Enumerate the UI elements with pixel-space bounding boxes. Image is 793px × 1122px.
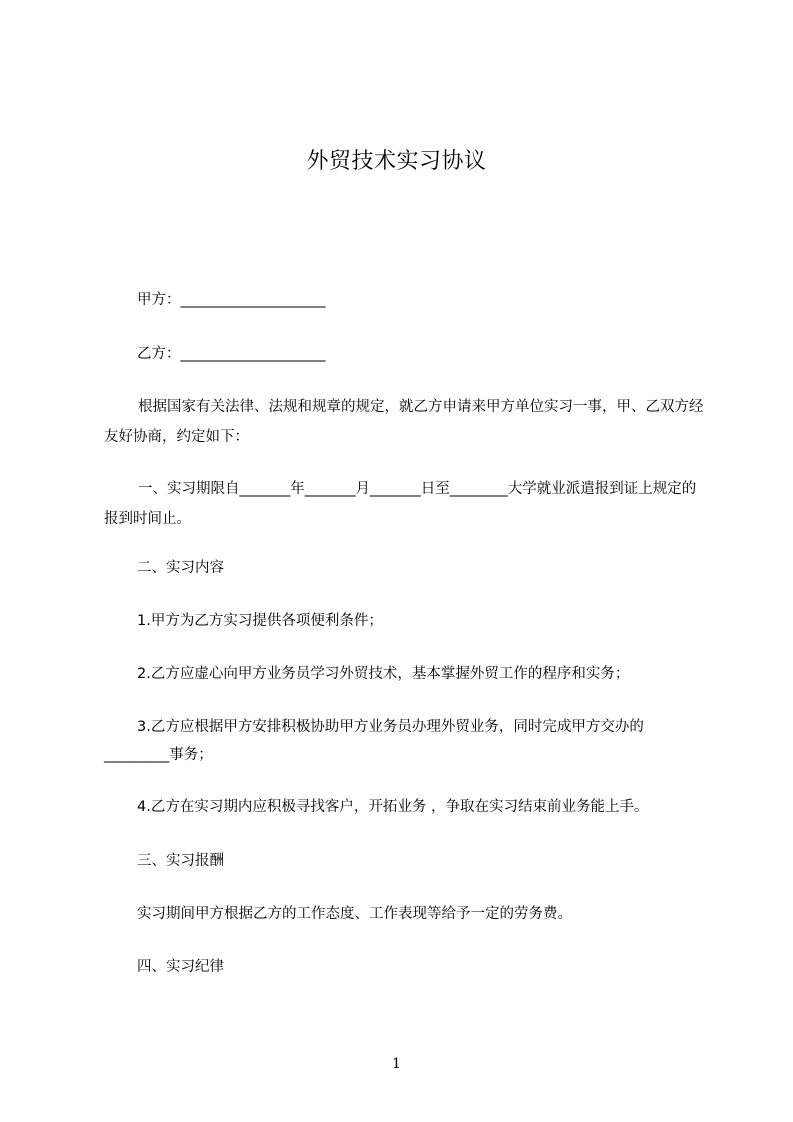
page-number: 1	[392, 1056, 401, 1072]
party-a-line: 甲方：____________________	[137, 292, 326, 308]
section-2-item-1: 1.甲方为乙方实习提供各项便利条件；	[137, 613, 383, 629]
section-2-item-2: 2.乙方应虚心向甲方业务员学习外贸技术，基本掌握外贸工作的程序和实务；	[137, 666, 630, 682]
intro-paragraph: 根据国家有关法律、法规和规章的规定，就乙方申请来甲方单位实习一事，甲、乙双方经友好协商，约定如下：	[104, 399, 704, 445]
section-3-text: 实习期间甲方根据乙方的工作态度、工作表现等给予一定的劳务费。	[137, 906, 572, 922]
party-b-line: 乙方：____________________	[137, 346, 326, 362]
section-2-heading: 二、实习内容	[137, 560, 224, 576]
clause-1-paragraph: 一、实习期限自_______年_______月_______日至________大学就业派遣报到证上规定的报到时间止。	[104, 481, 697, 527]
section-2-item-3-line-1: 3.乙方应根据甲方安排积极协助甲方业务员办理外贸业务，同时完成甲方交办的	[137, 719, 644, 735]
section-4-heading: 四、实习纪律	[137, 959, 224, 975]
document-title: 外贸技术实习协议	[306, 149, 487, 174]
section-2-item-3-line-2: _________事务；	[104, 747, 213, 763]
section-2-item-4: 4.乙方在实习期内应积极寻找客户，开拓业务 ，争取在实习结束前业务能上手。	[137, 799, 649, 815]
section-3-heading: 三、实习报酬	[137, 853, 224, 869]
